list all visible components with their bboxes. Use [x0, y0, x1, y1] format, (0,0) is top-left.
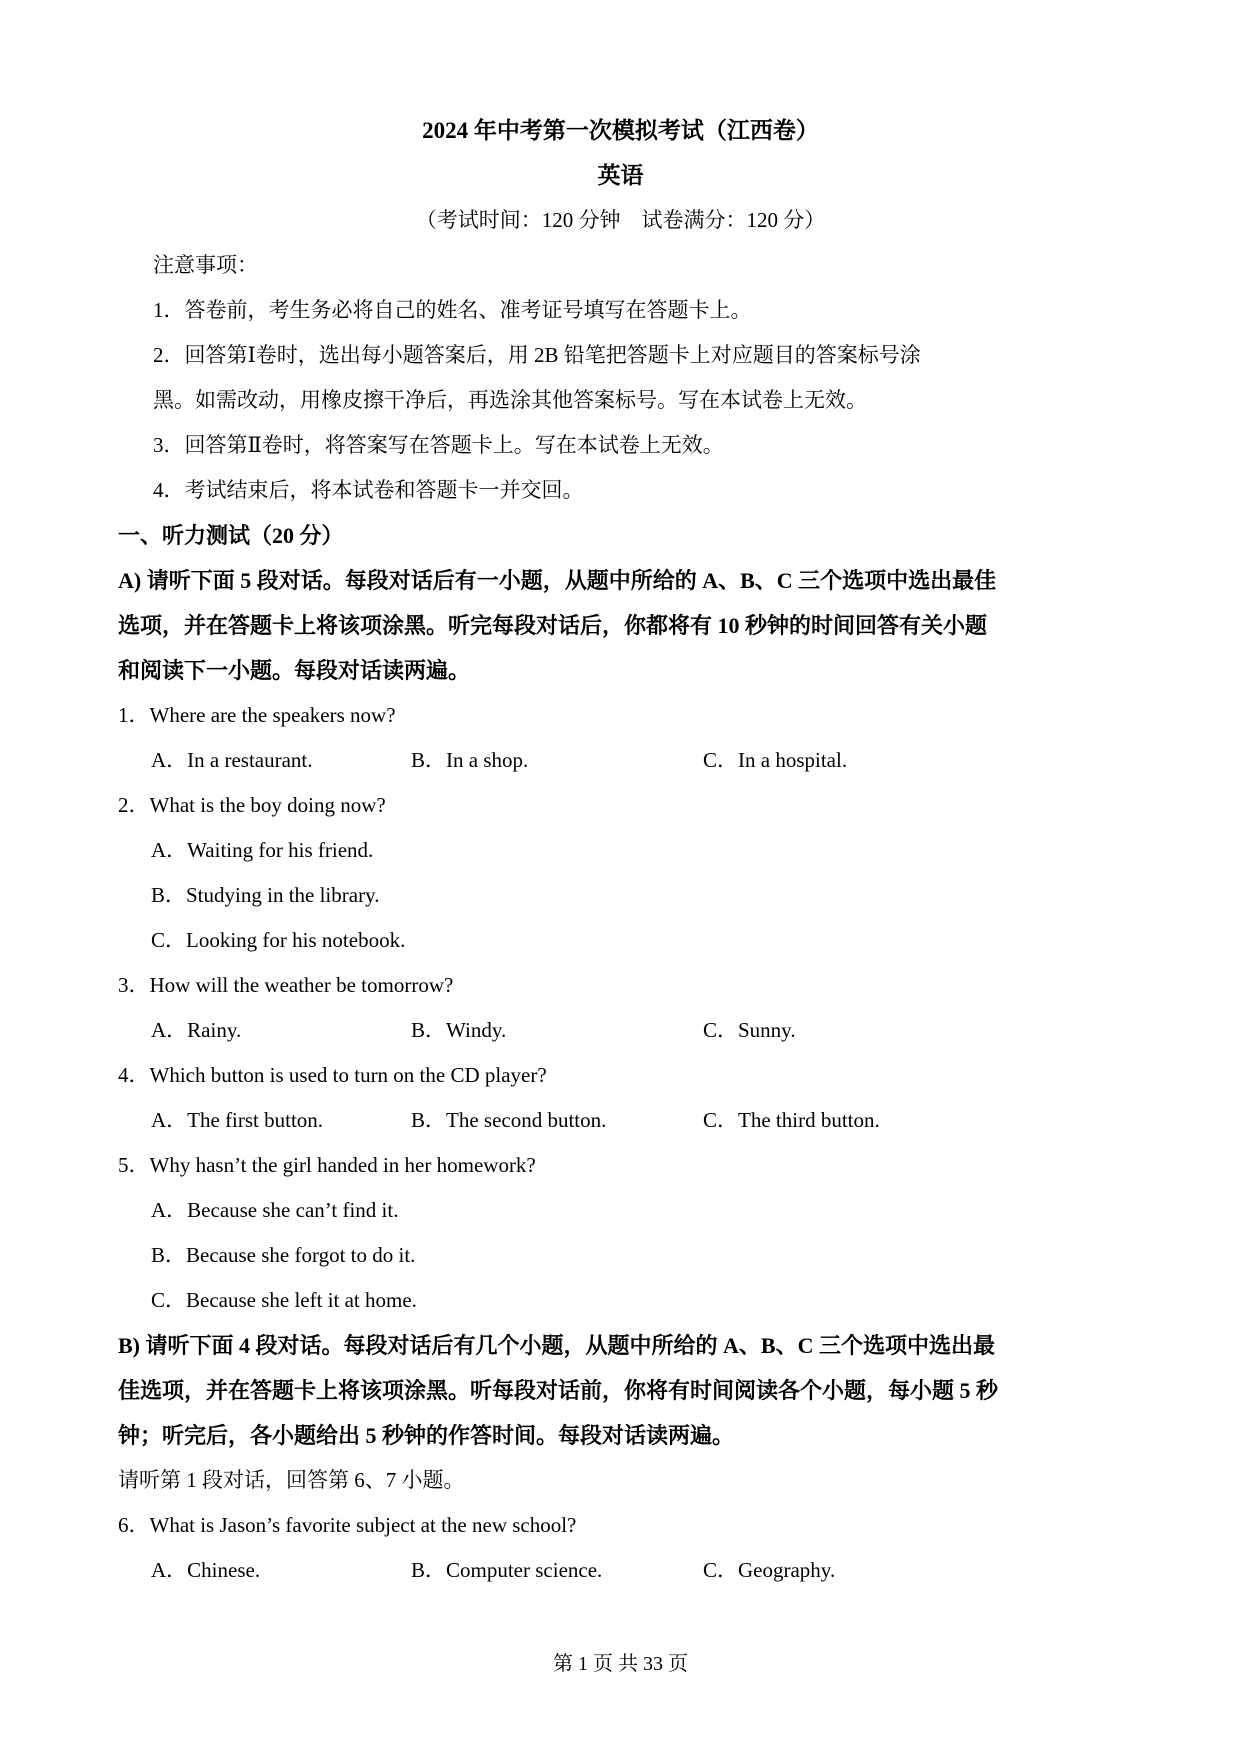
- note-line-3: 3．回答第Ⅱ卷时，将答案写在答题卡上。写在本试卷上无效。: [153, 433, 724, 457]
- question-2-option-c: C．Looking for his notebook.: [151, 928, 406, 952]
- exam-info: （考试时间：120 分钟 试卷满分：120 分）: [415, 208, 826, 232]
- question-3-option-c: C．Sunny.: [703, 1018, 796, 1042]
- part-a-instructions-line-1: A) 请听下面 5 段对话。每段对话后有一小题，从题中所给的 A、B、C 三个选项中选出最佳: [118, 568, 997, 593]
- section-listening-heading: 一、听力测试（20 分）: [118, 523, 344, 548]
- part-b-instructions-line-3: 钟；听完后，各小题给出 5 秒钟的作答时间。每段对话读两遍。: [118, 1423, 735, 1448]
- question-6-option-b: B．Computer science.: [411, 1558, 603, 1582]
- question-4-options: [151, 1098, 1241, 1143]
- question-5-option-c: C．Because she left it at home.: [151, 1288, 417, 1312]
- question-1-option-a: A．In a restaurant.: [151, 748, 313, 772]
- question-4-text: 4．Which button is used to turn on the CD player?: [118, 1063, 547, 1087]
- part-b-instructions-line-2: 佳选项，并在答题卡上将该项涂黑。听每段对话前，你将有时间阅读各个小题，每小题 5 秒: [118, 1378, 999, 1403]
- notes-heading: 注意事项：: [153, 253, 258, 277]
- question-5-option-b: B．Because she forgot to do it.: [151, 1243, 416, 1267]
- part-b-instructions-line-1: B) 请听下面 4 段对话。每段对话后有几个小题，从题中所给的 A、B、C 三个选项中选出最: [118, 1333, 995, 1358]
- question-4-option-c: C．The third button.: [703, 1108, 880, 1132]
- question-3-text: 3．How will the weather be tomorrow?: [118, 973, 454, 997]
- question-2-option-a: A．Waiting for his friend.: [151, 838, 374, 862]
- question-6-option-c: C．Geography.: [703, 1558, 836, 1582]
- question-5-text: 5．Why hasn’t the girl handed in her homework?: [118, 1153, 536, 1177]
- question-4-option-a: A．The first button.: [151, 1108, 324, 1132]
- note-line-2b: 黑。如需改动，用橡皮擦干净后，再选涂其他答案标号。写在本试卷上无效。: [153, 388, 867, 412]
- question-5-option-a: A．Because she can’t find it.: [151, 1198, 399, 1222]
- question-1-text: 1．Where are the speakers now?: [118, 703, 396, 727]
- question-2-text: 2．What is the boy doing now?: [118, 793, 386, 817]
- question-6-option-a: A．Chinese.: [151, 1558, 261, 1582]
- question-1-option-b: B．In a shop.: [411, 748, 529, 772]
- part-a-instructions-line-2: 选项，并在答题卡上将该项涂黑。听完每段对话后，你都将有 10 秒钟的时间回答有关小题: [118, 613, 988, 638]
- note-line-4: 4．考试结束后，将本试卷和答题卡一并交回。: [153, 478, 584, 502]
- question-2-option-b: B．Studying in the library.: [151, 883, 380, 907]
- question-1-option-c: C．In a hospital.: [703, 748, 848, 772]
- page-footer: 第 1 页 共 33 页: [553, 1653, 688, 1675]
- question-1-options: [151, 738, 1241, 783]
- note-line-1: 1．答卷前，考生务必将自己的姓名、准考证号填写在答题卡上。: [153, 298, 752, 322]
- question-3-options: [151, 1008, 1241, 1053]
- exam-subject: 英语: [597, 163, 644, 188]
- question-6-text: 6．What is Jason’s favorite subject at the new school?: [118, 1513, 577, 1537]
- question-3-option-a: A．Rainy.: [151, 1018, 242, 1042]
- note-line-2a: 2．回答第Ⅰ卷时，选出每小题答案后，用 2B 铅笔把答题卡上对应题目的答案标号涂: [153, 343, 921, 367]
- question-4-option-b: B．The second button.: [411, 1108, 607, 1132]
- question-3-option-b: B．Windy.: [411, 1018, 507, 1042]
- question-6-options: [151, 1548, 1241, 1593]
- part-a-instructions-line-3: 和阅读下一小题。每段对话读两遍。: [118, 658, 471, 683]
- exam-title: 2024 年中考第一次模拟考试（江西卷）: [422, 118, 819, 143]
- dialog-1-intro: 请听第 1 段对话，回答第 6、7 小题。: [118, 1468, 465, 1492]
